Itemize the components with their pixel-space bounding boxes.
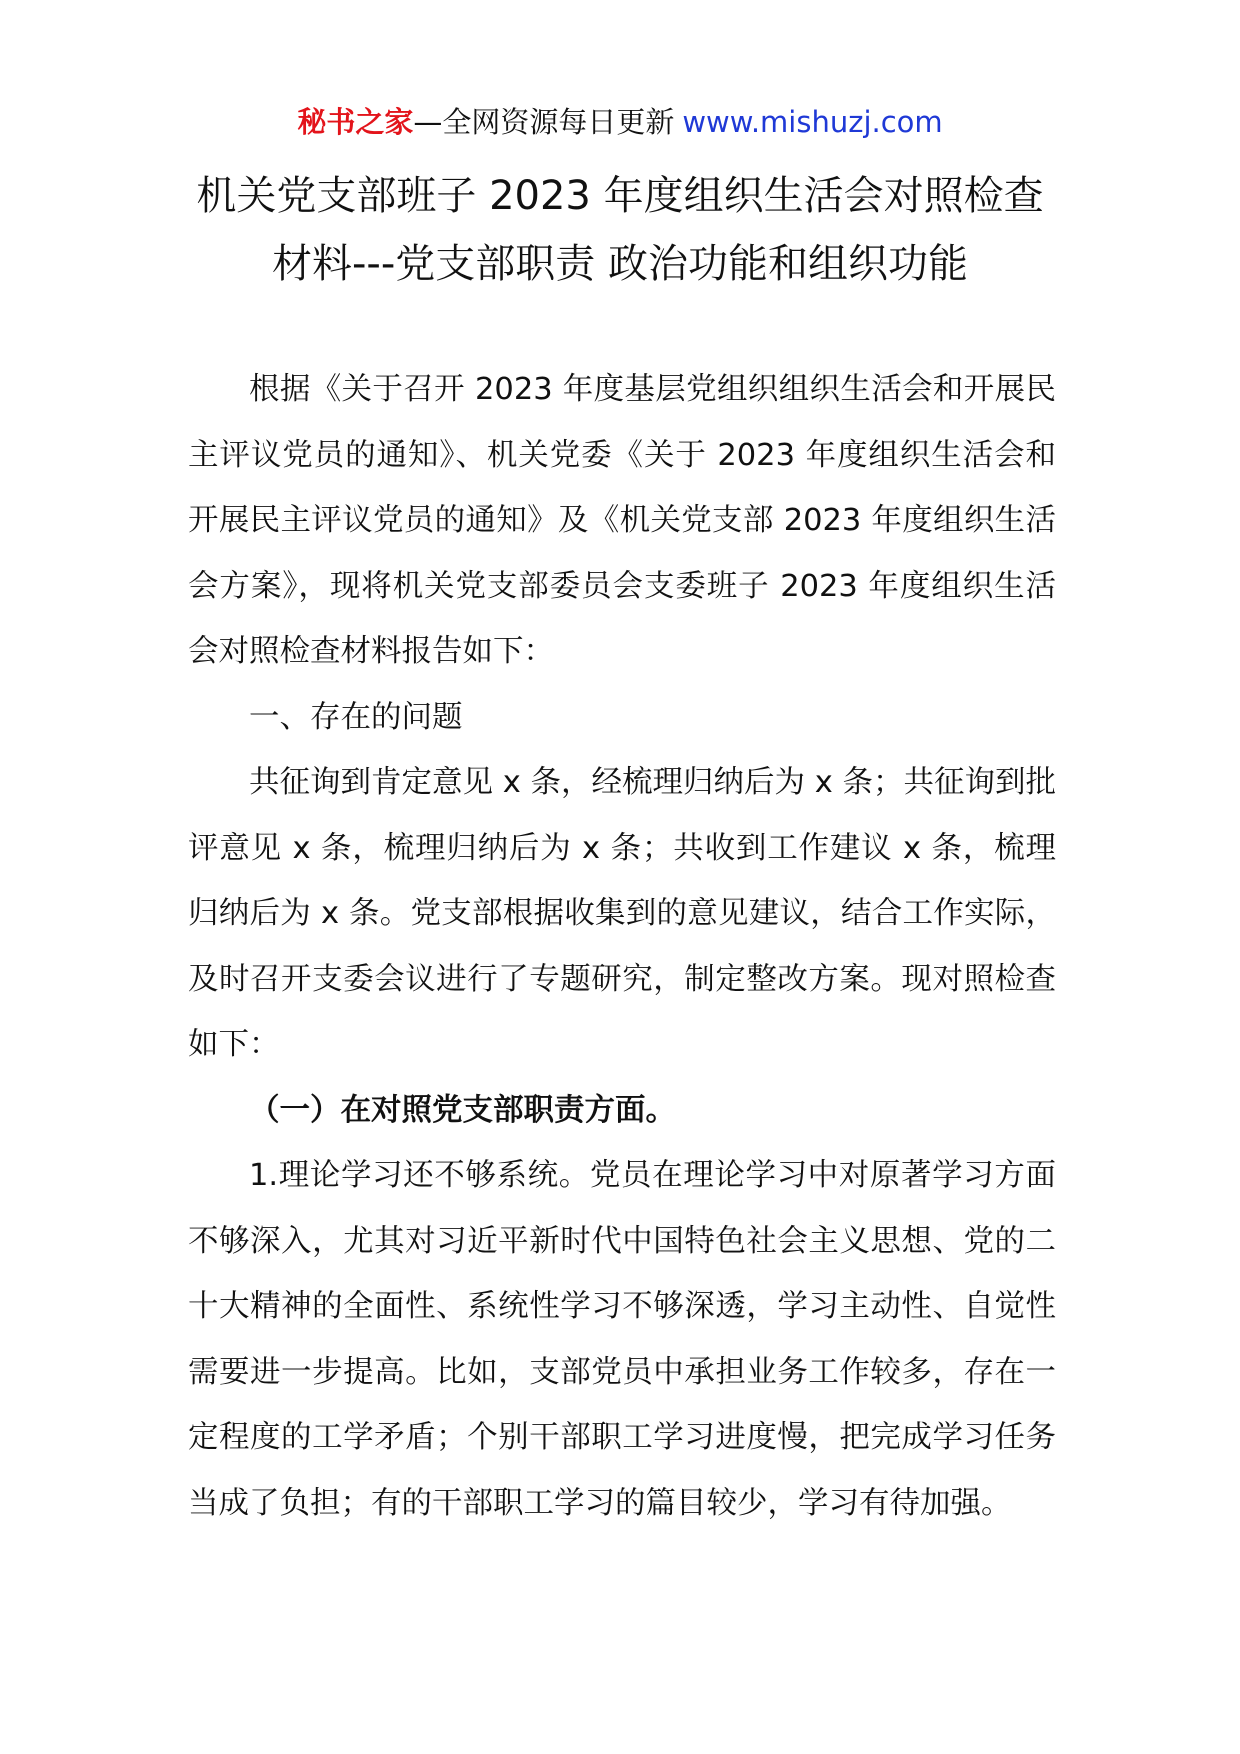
feedback-summary-paragraph: 共征询到肯定意见 x 条，经梳理归纳后为 x 条；共征询到批评意见 x 条，梳理归纳后为 x 条；共收到工作建议 x 条，梳理归纳后为 x 条。党支部根据收集到的意见建议，结合工作实际，及时召开支委会议进行了专题研究，制定整改方案。现对照检查如下： xyxy=(188,765,1056,1062)
header-tagline: —全网资源每日更新 xyxy=(413,105,675,139)
title-line-1: 机关党支部班子 2023 年度组织生活会对照检查 xyxy=(196,173,1044,219)
document-body xyxy=(188,357,1056,1536)
section-heading-problems: 一、存在的问题 xyxy=(249,699,463,735)
document-title xyxy=(140,162,1100,298)
subsection-heading-duties: （一）在对照党支部职责方面。 xyxy=(249,1092,676,1128)
title-line-2: 材料---党支部职责 政治功能和组织功能 xyxy=(271,241,968,287)
site-url-link[interactable]: www.mishuzj.com xyxy=(682,105,943,139)
intro-paragraph: 根据《关于召开 2023 年度基层党组织组织生活会和开展民主评议党员的通知》、机关党委《关于 2023 年度组织生活会和开展民主评议党员的通知》及《机关党支部 2023 年度组织生活会方案》，现将机关党支部委员会支委班子 2023 年度组织生活会对照检查材料报告如下： xyxy=(188,372,1056,669)
site-header xyxy=(0,102,1240,142)
brand-name: 秘书之家 xyxy=(297,105,414,139)
item-1-paragraph: 1.理论学习还不够系统。党员在理论学习中对原著学习方面不够深入，尤其对习近平新时代中国特色社会主义思想、党的二十大精神的全面性、系统性学习不够深透，学习主动性、自觉性需要进一步提高。比如，支部党员中承担业务工作较多，存在一定程度的工学矛盾；个别干部职工学习进度慢，把完成学习任务当成了负担；有的干部职工学习的篇目较少，学习有待加强。 xyxy=(188,1158,1056,1521)
